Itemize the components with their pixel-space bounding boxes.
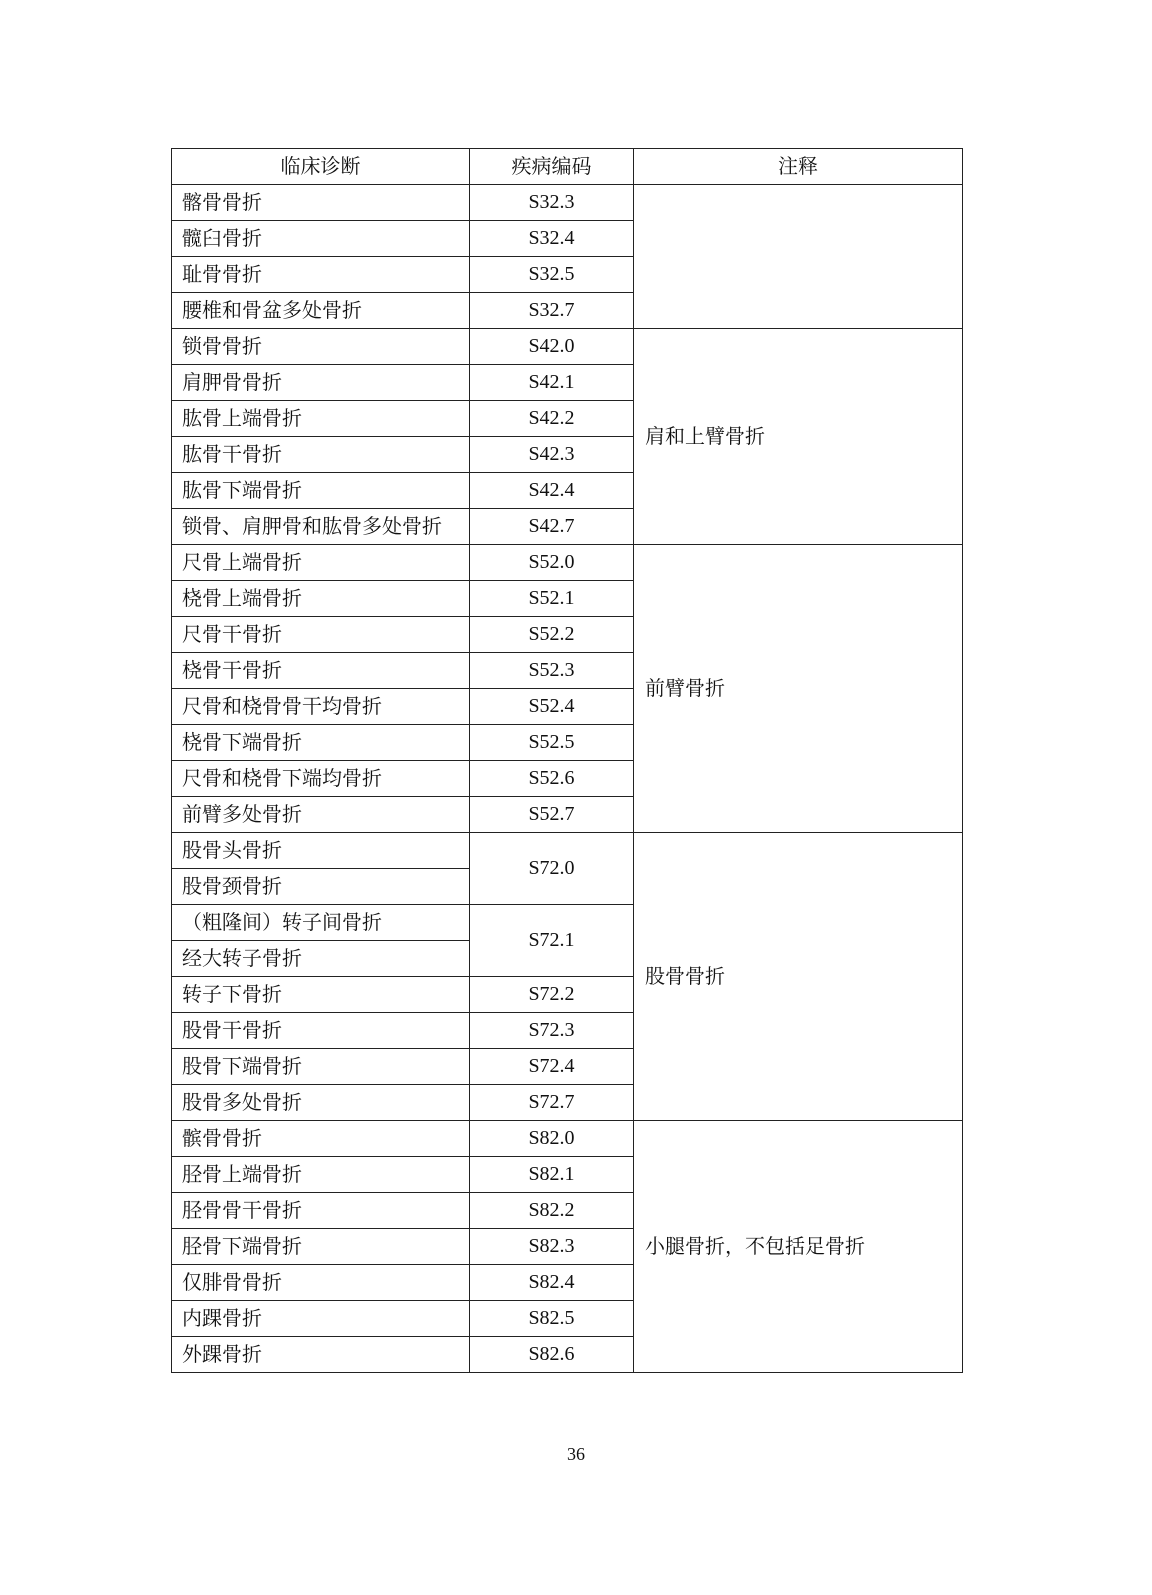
header-notes: 注释 bbox=[634, 149, 963, 185]
diagnosis-cell: 尺骨和桡骨下端均骨折 bbox=[172, 761, 470, 797]
diagnosis-cell: 经大转子骨折 bbox=[172, 941, 470, 977]
diagnosis-cell: 尺骨干骨折 bbox=[172, 617, 470, 653]
code-cell: S82.1 bbox=[470, 1157, 634, 1193]
diagnosis-cell: 桡骨下端骨折 bbox=[172, 725, 470, 761]
code-cell: S42.3 bbox=[470, 437, 634, 473]
code-cell: S52.0 bbox=[470, 545, 634, 581]
code-cell: S72.1 bbox=[470, 905, 634, 977]
diagnosis-cell: 股骨多处骨折 bbox=[172, 1085, 470, 1121]
code-cell: S82.3 bbox=[470, 1229, 634, 1265]
code-cell: S72.7 bbox=[470, 1085, 634, 1121]
code-cell: S32.3 bbox=[470, 185, 634, 221]
diagnosis-cell: 髋臼骨折 bbox=[172, 221, 470, 257]
diagnosis-cell: 髌骨骨折 bbox=[172, 1121, 470, 1157]
diagnosis-cell: 肱骨下端骨折 bbox=[172, 473, 470, 509]
table-row bbox=[172, 833, 963, 869]
diagnosis-cell: 外踝骨折 bbox=[172, 1337, 470, 1373]
diagnosis-cell: 前臂多处骨折 bbox=[172, 797, 470, 833]
table-row bbox=[172, 545, 963, 581]
fracture-code-table bbox=[171, 148, 963, 1373]
code-cell: S32.7 bbox=[470, 293, 634, 329]
code-cell: S82.2 bbox=[470, 1193, 634, 1229]
code-cell: S72.3 bbox=[470, 1013, 634, 1049]
diagnosis-cell: 股骨颈骨折 bbox=[172, 869, 470, 905]
code-cell: S42.7 bbox=[470, 509, 634, 545]
header-clinical-diagnosis: 临床诊断 bbox=[172, 149, 470, 185]
header-disease-code: 疾病编码 bbox=[470, 149, 634, 185]
code-cell: S52.6 bbox=[470, 761, 634, 797]
diagnosis-cell: 肱骨上端骨折 bbox=[172, 401, 470, 437]
code-cell: S72.0 bbox=[470, 833, 634, 905]
note-cell: 股骨骨折 bbox=[634, 833, 963, 1121]
diagnosis-cell: 锁骨骨折 bbox=[172, 329, 470, 365]
code-cell: S52.1 bbox=[470, 581, 634, 617]
code-cell: S32.4 bbox=[470, 221, 634, 257]
code-cell: S82.5 bbox=[470, 1301, 634, 1337]
code-cell: S42.1 bbox=[470, 365, 634, 401]
table-row bbox=[172, 329, 963, 365]
table-row bbox=[172, 185, 963, 221]
table-row bbox=[172, 1121, 963, 1157]
diagnosis-cell: 肩胛骨骨折 bbox=[172, 365, 470, 401]
note-cell: 前臂骨折 bbox=[634, 545, 963, 833]
code-cell: S52.3 bbox=[470, 653, 634, 689]
code-cell: S42.0 bbox=[470, 329, 634, 365]
diagnosis-cell: 胫骨骨干骨折 bbox=[172, 1193, 470, 1229]
diagnosis-cell: 腰椎和骨盆多处骨折 bbox=[172, 293, 470, 329]
diagnosis-cell: 耻骨骨折 bbox=[172, 257, 470, 293]
code-cell: S52.2 bbox=[470, 617, 634, 653]
note-cell: 小腿骨折，不包括足骨折 bbox=[634, 1121, 963, 1373]
table-header-row bbox=[172, 149, 963, 185]
code-cell: S72.4 bbox=[470, 1049, 634, 1085]
code-cell: S82.0 bbox=[470, 1121, 634, 1157]
diagnosis-cell: 股骨头骨折 bbox=[172, 833, 470, 869]
diagnosis-cell: 肱骨干骨折 bbox=[172, 437, 470, 473]
diagnosis-cell: 转子下骨折 bbox=[172, 977, 470, 1013]
code-cell: S72.2 bbox=[470, 977, 634, 1013]
code-cell: S52.4 bbox=[470, 689, 634, 725]
diagnosis-cell: 仅腓骨骨折 bbox=[172, 1265, 470, 1301]
diagnosis-cell: 锁骨、肩胛骨和肱骨多处骨折 bbox=[172, 509, 470, 545]
diagnosis-cell: 尺骨和桡骨骨干均骨折 bbox=[172, 689, 470, 725]
page-number: 36 bbox=[567, 1444, 585, 1464]
diagnosis-cell: 内踝骨折 bbox=[172, 1301, 470, 1337]
diagnosis-cell: （粗隆间）转子间骨折 bbox=[172, 905, 470, 941]
diagnosis-cell: 胫骨上端骨折 bbox=[172, 1157, 470, 1193]
diagnosis-cell: 尺骨上端骨折 bbox=[172, 545, 470, 581]
code-cell: S52.7 bbox=[470, 797, 634, 833]
diagnosis-cell: 股骨干骨折 bbox=[172, 1013, 470, 1049]
note-cell bbox=[634, 185, 963, 329]
diagnosis-cell: 桡骨上端骨折 bbox=[172, 581, 470, 617]
note-cell: 肩和上臂骨折 bbox=[634, 329, 963, 545]
code-cell: S52.5 bbox=[470, 725, 634, 761]
code-cell: S32.5 bbox=[470, 257, 634, 293]
diagnosis-cell: 髂骨骨折 bbox=[172, 185, 470, 221]
diagnosis-cell: 桡骨干骨折 bbox=[172, 653, 470, 689]
diagnosis-cell: 股骨下端骨折 bbox=[172, 1049, 470, 1085]
diagnosis-cell: 胫骨下端骨折 bbox=[172, 1229, 470, 1265]
code-cell: S42.4 bbox=[470, 473, 634, 509]
code-cell: S82.4 bbox=[470, 1265, 634, 1301]
code-cell: S82.6 bbox=[470, 1337, 634, 1373]
code-cell: S42.2 bbox=[470, 401, 634, 437]
